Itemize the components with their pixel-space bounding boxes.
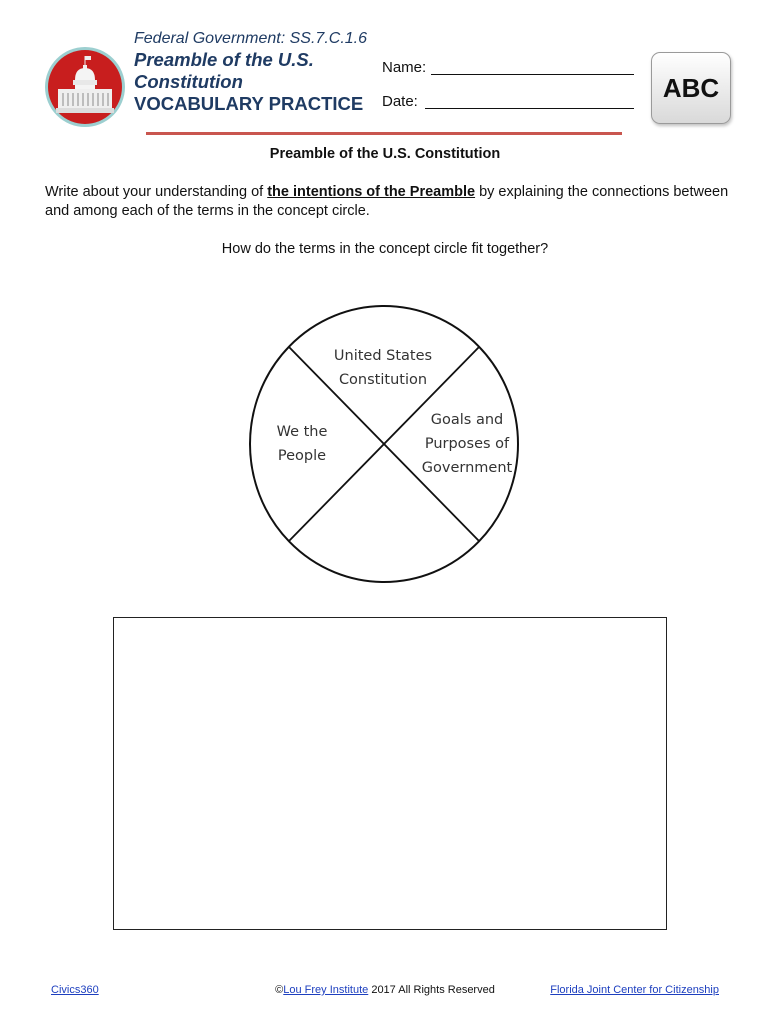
abc-vocabulary-button[interactable]: ABC — [651, 52, 731, 124]
concept-term-goals-purposes — [412, 408, 522, 480]
term-line: People — [277, 448, 327, 464]
term-line: Constitution — [338, 372, 428, 388]
course-subject: Federal Government: SS.7.C.1.6 — [134, 30, 367, 47]
name-field[interactable] — [431, 74, 634, 75]
copyright-symbol: © — [275, 984, 284, 996]
date-field[interactable] — [425, 108, 634, 109]
prompt-text-start: Write about your understanding of — [45, 184, 268, 200]
footer-right — [550, 984, 719, 996]
name-label: Name: — [382, 59, 427, 76]
prompt-text-end: by explaining the connections between and among each of the terms in the concept circle. — [45, 184, 729, 219]
civics360-link[interactable]: Civics360 — [51, 984, 99, 996]
writing-prompt — [45, 183, 735, 221]
activity-type: VOCABULARY PRACTICE — [134, 93, 364, 114]
prompt-emphasis: the intentions of the Preamble — [267, 184, 476, 200]
lou-frey-institute-link[interactable]: Lou Frey Institute — [283, 984, 369, 996]
capitol-dome-logo — [44, 46, 126, 128]
term-line: United States — [333, 348, 433, 364]
concept-term-we-the-people — [262, 420, 342, 468]
worksheet-title: Preamble of the U.S. Constitution — [134, 49, 314, 92]
header-divider — [146, 132, 622, 135]
term-line: Purposes of — [424, 436, 510, 452]
section-heading: Preamble of the U.S. Constitution — [269, 146, 501, 162]
copyright-text: 2017 All Rights Reserved — [368, 984, 495, 996]
term-line: Goals and — [430, 412, 504, 428]
florida-joint-center-link[interactable]: Florida Joint Center for Citizenship — [550, 984, 719, 996]
concept-term-constitution — [310, 344, 456, 392]
guiding-question: How do the terms in the concept circle fit together? — [221, 241, 549, 257]
date-label: Date: — [382, 93, 418, 110]
term-line: Government — [421, 460, 513, 476]
answer-box[interactable] — [113, 617, 667, 930]
term-line: We the — [276, 424, 328, 440]
